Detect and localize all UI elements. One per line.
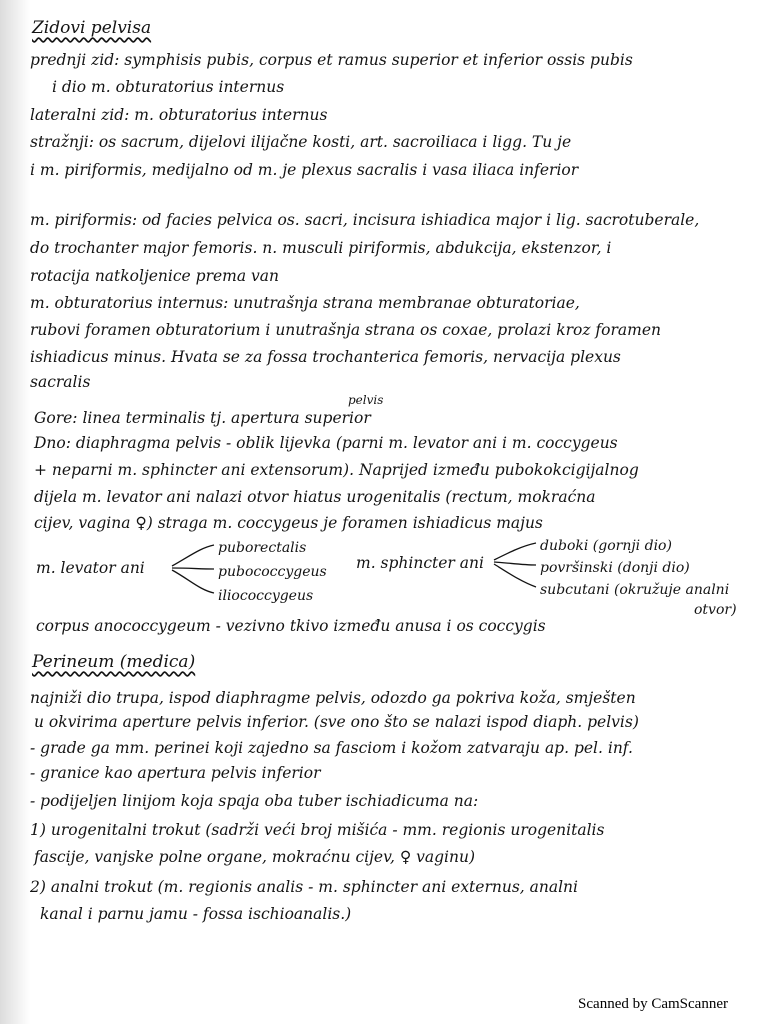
sphincter-branch-line [494, 543, 536, 560]
note-line: - granice kao apertura pelvis inferior [30, 764, 321, 782]
note-line: 2) analni trokut (m. regionis analis - m. sphincter ani externus, analni [30, 878, 579, 896]
note-line: m. obturatorius internus: unutrašnja strana membranae obturatoriae, [30, 294, 580, 312]
note-line: rotacija natkoljenice prema van [30, 267, 280, 285]
section-title-zidovi: Zidovi pelvisa [32, 18, 152, 38]
note-line: i m. piriformis, medijalno od m. je plexus sacralis i vasa iliaca inferior [30, 161, 579, 179]
note-line: u okvirima aperture pelvis inferior. (sve ono što se nalazi ispod diaph. pelvis) [34, 713, 639, 731]
note-line: Gore: linea terminalis tj. apertura superior [34, 409, 371, 427]
levator-ani-label: m. levator ani [36, 559, 145, 577]
note-line: i dio m. obturatorius internus [52, 78, 285, 96]
sphincter-part: duboki (gornji dio) [540, 538, 672, 554]
sphincter-branch-line [494, 562, 536, 565]
note-line: dijela m. levator ani nalazi otvor hiatus urogenitalis (rectum, mokraćna [34, 488, 596, 506]
note-line: lateralni zid: m. obturatorius internus [30, 106, 328, 124]
note-line: prednji zid: symphisis pubis, corpus et ramus superior et inferior ossis pubis [30, 51, 633, 69]
sphincter-part: površinski (donji dio) [540, 560, 690, 576]
note-line: 1) urogenitalni trokut (sadrži veći broj mišića - mm. regionis urogenitalis [30, 821, 605, 839]
note-line: fascije, vanjske polne organe, mokraćnu cijev, ♀ vaginu) [34, 848, 476, 866]
note-line: corpus anococcygeum - vezivno tkivo između anusa i os coccygis [36, 617, 546, 635]
note-line: najniži dio trupa, ispod diaphragme pelvis, odozdo ga pokriva koža, smješten [30, 689, 636, 707]
note-line: stražnji: os sacrum, dijelovi ilijačne kosti, art. sacroiliaca i ligg. Tu je [30, 133, 572, 151]
note-line: + neparni m. sphincter ani extensorum). Naprijed između pubokokcigijalnog [34, 461, 639, 479]
camscanner-watermark: Scanned by CamScanner [578, 996, 728, 1012]
levator-branch-line [172, 568, 214, 569]
note-line: Dno: diaphragma pelvis - oblik lijevka (parni m. levator ani i m. coccygeus [34, 434, 618, 452]
sphincter-branch-line [494, 564, 536, 587]
sphincter-part: subcutani (okružuje analni [540, 582, 730, 598]
note-line: ishiadicus minus. Hvata se za fossa trochanterica femoris, nervacija plexus [30, 348, 621, 366]
levator-branch-line [172, 545, 214, 566]
note-line: cijev, vagina ♀) straga m. coccygeus je foramen ishiadicus majus [34, 514, 543, 532]
note-line: sacralis [30, 373, 91, 391]
pelvis-annotation: pelvis [348, 393, 384, 407]
sphincter-part-continuation: otvor) [694, 602, 737, 618]
note-line: - podijeljen linijom koja spaja oba tuber ischiadicuma na: [30, 792, 479, 810]
note-line: do trochanter major femoris. n. musculi piriformis, abdukcija, ekstenzor, i [30, 239, 612, 257]
levator-part: iliococcygeus [218, 588, 314, 604]
levator-branch-line [172, 570, 214, 593]
sphincter-ani-label: m. sphincter ani [356, 554, 484, 572]
note-line: kanal i parnu jamu - fossa ischioanalis.) [40, 905, 352, 923]
levator-part: puborectalis [218, 540, 307, 556]
note-line: - grade ga mm. perinei koji zajedno sa fasciom i kožom zatvaraju ap. pel. inf. [30, 739, 633, 757]
section-title-perineum: Perineum (medica) [32, 652, 196, 672]
note-line: m. piriformis: od facies pelvica os. sacri, incisura ishiadica major i lig. sacrotuberale, [30, 211, 700, 229]
levator-part: pubococcygeus [218, 564, 327, 580]
note-line: rubovi foramen obturatorium i unutrašnja strana os coxae, prolazi kroz foramen [30, 321, 661, 339]
